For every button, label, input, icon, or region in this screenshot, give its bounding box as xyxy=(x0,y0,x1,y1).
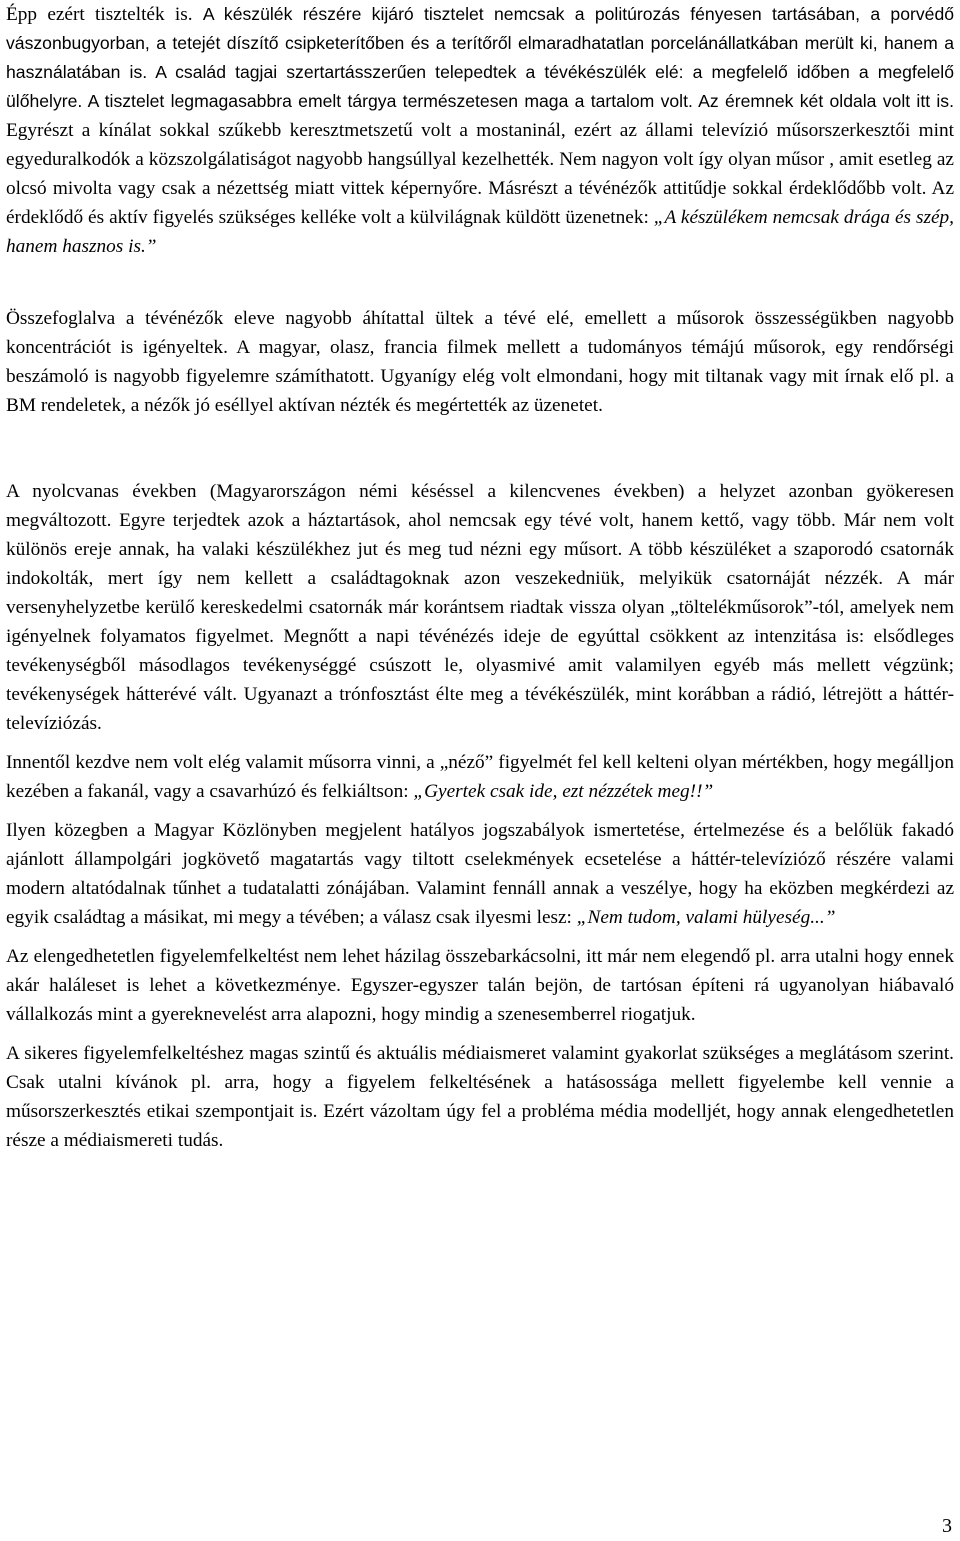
spacer xyxy=(6,932,954,942)
paragraph-4-text: Innentől kezdve nem volt elég valamit műsorra vinni, a „néző” figyelmét fel kell kelteni olyan mértékben, hogy megálljon kezében a fakanál, vagy a csavarhúzó és felkiáltson: xyxy=(6,752,954,802)
spacer xyxy=(6,806,954,816)
paragraph-6: Az elengedhetetlen figyelemfelkeltést nem lehet házilag összebarkácsolni, itt már nem elegendő pl. arra utalni hogy ennek akár haláleset is lehet a következménye. Egyszer-egyszer talán bejön, de tartósan építeni rá ugyanolyan hiábavaló vállalkozás mint a gyereknevelést arra alapozni, hogy mindig a szenesemberrel riogatjuk. xyxy=(6,946,954,1025)
page-number: 3 xyxy=(942,1515,952,1537)
paragraph-4 xyxy=(6,748,954,806)
spacer xyxy=(6,1029,954,1039)
paragraph-1-body: Egyrészt a kínálat sokkal szűkebb keresztmetszetű volt a mostaninál, ezért az állami televízió műsorszerkesztői mint egyeduralkodók a közszolgálatiságot nagyobb hangsúllyal kezelhették. Nem nagyon volt így olyan műsor , amit esetleg az olcsó mivolta vagy csak a nézettség miatt vittek képernyőre. Másrészt a tévénézők attitűdje sokkal érdeklődőbb volt. Az érdeklődő és aktív figyelés szükséges kelléke volt a külvilágnak küldött üzenetnek: xyxy=(6,120,954,228)
paragraph-1-opening: Épp ezért tisztelték is. xyxy=(6,4,203,25)
paragraph-1-sans-segment: A készülék részére kijáró tisztelet nemcsak a politúrozás fényesen tartásában, a porvédő vászonbugyorban, a tetejét díszítő csipketerítőben és a terítőről elmaradhatatlan porcelánállatkában merült ki, hanem a használatában is. A család tagjai szertartásszerűen telepedtek a tévékészülék elé: a megfelelő időben a megfelelő ülőhelyre. A tisztelet legmagasabbra emelt tárgya természetesen maga a tartalom volt. Az éremnek két oldala volt itt is. xyxy=(6,4,955,111)
paragraph-7: A sikeres figyelemfelkeltéshez magas szintű és aktuális médiaismeret valamint gyakorlat szükséges a meglátásom szerint. Csak utalni kívánok pl. arra, hogy a figyelem felkeltésének a hatásossága mellett figyelembe kell vennie a műsorszerkesztés etikai szempontjait is. Ezért vázoltam úgy fel a probléma média modelljét, hogy annak elengedhetetlen része a médiaismereti tudás. xyxy=(6,1043,954,1151)
paragraph-5-text: Ilyen közegben a Magyar Közlönyben megjelent hatályos jogszabályok ismertetése, értelmezése és a belőlük fakadó ajánlott állampolgári jogkövető magatartás vagy tiltott cselekmények ecsetelése a háttér-televízióző részére valami modern altatódalnak tűnhet a tudatalatti zónájában. Valamint fennáll annak a veszélye, hogy ha eközben megkérdezi az egyik családtag a másikat, mi megy a tévében; a válasz csak ilyesmi lesz: xyxy=(6,820,954,928)
paragraph-4-quote: „Gyertek csak ide, ezt nézzétek meg!!” xyxy=(413,781,714,802)
spacer xyxy=(6,261,954,304)
paragraph-5-quote: „Nem tudom, valami hülyeség...” xyxy=(576,907,836,928)
spacer xyxy=(6,420,954,477)
spacer xyxy=(6,738,954,748)
paragraph-3: A nyolcvanas években (Magyarországon némi késéssel a kilencvenes években) a helyzet azonban gyökeresen megváltozott. Egyre terjedtek azok a háztartások, ahol nemcsak egy tévé volt, hanem kettő, vagy több. Már nem volt különös ereje annak, ha valaki készülékhez jut és meg tud nézni egy műsort. A több készüléket a szaporodó csatornák indokolták, mert így nem kellett a családtagoknak azon veszekedniük, melyikük csatornáját nézzék. A már versenyhelyzetbe kerülő kereskedelmi csatornák már korántsem riadtak vissza olyan „töltelékműsorok”-tól, amelyek nem igényelnek folyamatos figyelmet. Megnőtt a napi tévénézés ideje de egyúttal csökkent az intenzitása is: elsődleges tevékenységből másodlagos tevékenységgé csúszott le, olyasmivé amit valamilyen egyéb más mellett végzünk; tevékenységek hátterévé vált. Ugyanazt a trónfosztást élte meg a tévékészülék, mint korábban a rádió, létrejött a háttér-televíziózás. xyxy=(6,481,954,734)
document-body xyxy=(6,0,954,1155)
paragraph-1-quote: „A készülékem nemcsak drága és szép, hanem hasznos is.” xyxy=(6,207,954,257)
paragraph-5 xyxy=(6,816,954,932)
paragraph-2: Összefoglalva a tévénézők eleve nagyobb áhítattal ültek a tévé elé, emellett a műsorok összességükben nagyobb koncentrációt is igényeltek. A magyar, olasz, francia filmek mellett a tudományos témájú műsorok, egy rendőrségi beszámoló is nagyobb figyelemre számíthatott. Ugyanígy elég volt elmondani, hogy mit tiltanak vagy mit írnak elő pl. a BM rendeletek, a nézők jó eséllyel aktívan nézték és megértették az üzenetet. xyxy=(6,308,954,416)
paragraph-1 xyxy=(6,0,954,261)
